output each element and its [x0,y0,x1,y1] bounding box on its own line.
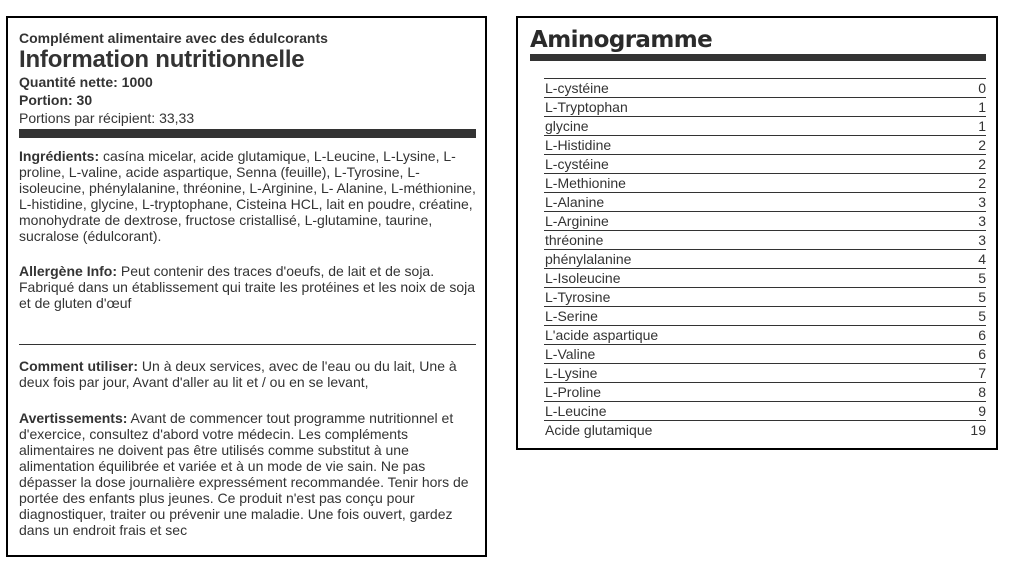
amino-acid-name: L-Tyrosine [544,288,930,307]
amino-acid-name: L-Serine [544,307,930,326]
amino-acid-value: 6 [930,326,986,345]
amino-acid-name: L-Proline [544,383,930,402]
amino-acid-value: 5 [930,307,986,326]
amino-acid-name: L-Alanine [544,193,930,212]
amino-acid-name: L-Lysine [544,364,930,383]
nutrition-title: Information nutritionnelle [19,46,305,73]
amino-acid-name: L-Histidine [544,136,930,155]
aminogram-row [544,231,986,250]
aminogram-row [544,79,986,98]
amino-acid-name: L-Valine [544,345,930,364]
amino-acid-value: 1 [930,98,986,117]
amino-acid-name: L-cystéine [544,79,930,98]
ingredients-section [19,148,479,244]
amino-acid-value: 1 [930,117,986,136]
aminogram-row [544,288,986,307]
aminogram-row [544,136,986,155]
allergen-label: Allergène Info: [19,263,118,279]
section-divider [19,344,476,345]
amino-acid-name: L-Methionine [544,174,930,193]
aminogram-row [544,212,986,231]
aminogram-title-bar [530,54,986,61]
amino-acid-value: 8 [930,383,986,402]
warnings-section [19,410,479,538]
warnings-label: Avertissements: [19,410,128,426]
amino-acid-name: L-Arginine [544,212,930,231]
aminogram-panel [516,16,998,450]
amino-acid-name: L-cystéine [544,155,930,174]
usage-text: Un à deux services, avec de l'eau ou du lait, Une à deux fois par jour, Avant d'aller au lit et / ou en se levant, [19,358,457,390]
aminogram-row [544,383,986,402]
aminogram-row [544,269,986,288]
amino-acid-value: 7 [930,364,986,383]
aminogram-row [544,326,986,345]
warnings-text: Avant de commencer tout programme nutritionnel et d'exercice, consultez d'abord votre médecin. Les compléments alimentaires ne doivent pas être utilisés comme substitut à une alimentation équilibrée et variée et à un mode de vie sain. Ne pas dépasser la dose journalière expressément recommandée. Tenir hors de portée des enfants plus jeunes. Ce produit n'est pas conçu pour diagnostiquer, traiter ou prévenir une maladie. Une fois ouvert, gardez dans un endroit frais et sec [19,410,469,538]
aminogram-row [544,402,986,421]
amino-acid-name: glycine [544,117,930,136]
amino-acid-value: 0 [930,79,986,98]
aminogram-row [544,117,986,136]
amino-acid-value: 2 [930,136,986,155]
amino-acid-value: 3 [930,231,986,250]
aminogram-row [544,155,986,174]
amino-acid-value: 9 [930,402,986,421]
aminogram-row [544,250,986,269]
usage-section [19,358,479,390]
portion-size: Portion: 30 [19,92,93,108]
net-quantity: Quantité nette: 1000 [19,74,153,90]
amino-acid-name: L-Leucine [544,402,930,421]
amino-acid-value: 4 [930,250,986,269]
amino-acid-name: L-Isoleucine [544,269,930,288]
ingredients-label: Ingrédients: [19,148,100,164]
aminogram-row [544,345,986,364]
amino-acid-value: 5 [930,269,986,288]
amino-acid-value: 2 [930,155,986,174]
amino-acid-name: L'acide aspartique [544,326,930,345]
amino-acid-value: 3 [930,212,986,231]
aminogram-table [544,78,986,439]
amino-acid-value: 19 [930,421,986,440]
amino-acid-name: L-Tryptophan [544,98,930,117]
aminogram-row [544,364,986,383]
ingredients-text: casína micelar, acide glutamique, L-Leucine, L-Lysine, L-proline, L-valine, acide aspartique, Senna (feuille), L-Tyrosine, L-isoleucine, phénylalanine, thréonine, L-Arginine, L- Alanine, L-méthionine, L-histidine, glycine, L-tryptophane, Cisteina HCL, lait en poudre, créatine, monohydrate de dextrose, fructose cristallisé, L-glutamine, taurine, sucralose (édulcorant). [19,148,476,244]
amino-acid-value: 2 [930,174,986,193]
aminogram-row [544,98,986,117]
product-subtitle: Complément alimentaire avec des édulcorants [19,30,328,46]
amino-acid-name: Acide glutamique [544,421,930,440]
allergen-section [19,263,479,311]
servings-per-container: Portions par récipient: 33,33 [19,110,195,126]
aminogram-row [544,421,986,440]
thick-divider [19,129,476,138]
amino-acid-value: 6 [930,345,986,364]
amino-acid-name: thréonine [544,231,930,250]
usage-label: Comment utiliser: [19,358,139,374]
aminogram-row [544,174,986,193]
aminogram-row [544,193,986,212]
amino-acid-name: phénylalanine [544,250,930,269]
allergen-text: Peut contenir des traces d'oeufs, de lait et de soja. Fabriqué dans un établissement qui traite les protéines et les noix de soja et de gluten d'œuf [19,263,476,311]
aminogram-title: Aminogramme [530,27,713,53]
nutrition-info-panel [6,16,487,557]
aminogram-row [544,307,986,326]
amino-acid-value: 5 [930,288,986,307]
amino-acid-value: 3 [930,193,986,212]
